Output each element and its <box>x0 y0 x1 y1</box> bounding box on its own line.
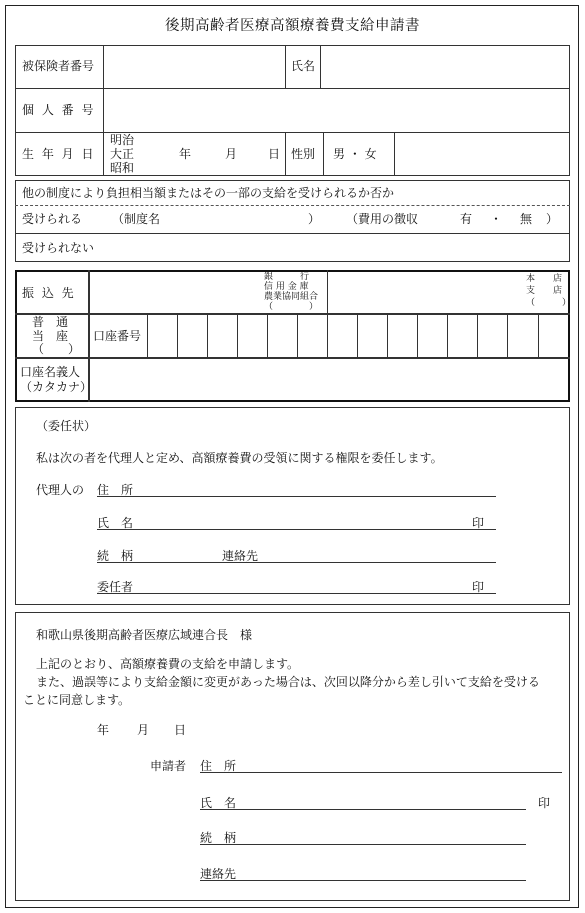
applicant-contact-label: 連絡先 <box>200 867 237 881</box>
institution-nokyo[interactable]: 農業協同組合 <box>264 292 319 302</box>
system-name-close: ） <box>308 212 321 226</box>
account-holder-label: 口座名義人 <box>20 365 81 379</box>
system-name-open: （制度名 <box>112 212 161 226</box>
branch-name-field[interactable] <box>329 272 519 312</box>
birth-month-label: 月 <box>225 147 238 161</box>
date-year-label: 年 <box>97 723 110 737</box>
bank-name-field[interactable] <box>90 272 260 312</box>
applicant-relation-label: 続 柄 <box>200 831 237 845</box>
fee-open: （費用の徴収 <box>346 212 419 226</box>
agent-relation-line[interactable] <box>97 562 496 563</box>
form-title: 後期高齢者医療高額療養費支給申請書 <box>165 18 420 34</box>
transfer-label: 振 込 先 <box>22 286 76 300</box>
agent-address-line[interactable] <box>97 496 496 497</box>
birth-year-label: 年 <box>179 147 192 161</box>
account-type-current[interactable]: 当 座 <box>32 329 69 343</box>
personal-number-field[interactable] <box>104 89 569 131</box>
account-type-ordinary[interactable]: 普 通 <box>32 315 69 329</box>
institution-other[interactable]: （ ） <box>264 302 319 312</box>
applicant-label: 申請者 <box>150 759 187 773</box>
recipient: 和歌山県後期高齢者医療広域連合長 様 <box>36 628 253 642</box>
era-meiji[interactable]: 明治 <box>110 133 135 147</box>
proxy-section <box>15 407 570 605</box>
birth-day-label: 日 <box>268 147 281 161</box>
name-label: 氏名 <box>291 59 316 73</box>
birthdate-label: 生 年 月 日 <box>22 147 96 161</box>
application-section <box>15 612 570 901</box>
applicant-address-label: 住 所 <box>200 759 237 773</box>
personal-number-label: 個 人 番 号 <box>22 103 96 117</box>
institution-bank[interactable]: 銀 行 <box>264 272 310 282</box>
branch-main[interactable]: 本 店 <box>526 274 563 284</box>
applicant-seal: 印 <box>538 796 551 810</box>
proxy-statement: 私は次の者を代理人と定め、高額療養費の受領に関する権限を委任します。 <box>36 451 443 465</box>
applicant-name-label: 氏 名 <box>200 796 237 810</box>
account-holder-field[interactable] <box>90 359 568 400</box>
agent-address-label: 住 所 <box>97 483 134 497</box>
application-statement-2: また、過誤等により支給金額に変更があった場合は、次回以降分から差し引いて支給を受ける <box>36 675 540 689</box>
agent-name-line[interactable] <box>97 529 496 530</box>
fee-no-option[interactable]: 無 <box>520 212 533 226</box>
fee-dot: ・ <box>490 212 503 226</box>
institution-shinkin[interactable]: 信 用 金 庫 <box>264 282 309 292</box>
agent-contact-label: 連絡先 <box>222 549 259 563</box>
application-statement-1: 上記のとおり、高額療養費の支給を申請します。 <box>36 657 300 671</box>
account-holder-kana: （カタカナ） <box>20 380 93 394</box>
delegator-seal: 印 <box>472 580 485 594</box>
agent-label: 代理人の <box>36 483 85 497</box>
branch-other[interactable]: （ ） <box>526 298 572 308</box>
insured-number-label: 被保険者番号 <box>22 59 95 73</box>
era-showa[interactable]: 昭和 <box>110 161 135 175</box>
branch-sub[interactable]: 支 店 <box>526 286 563 296</box>
agent-seal: 印 <box>472 516 485 530</box>
fee-close: ） <box>546 212 559 226</box>
cannot-receive-option[interactable]: 受けられない <box>22 241 95 255</box>
other-system-question: 他の制度により負担相当額またはその一部の支給を受けられるか否か <box>22 186 395 200</box>
applicant-name-line[interactable] <box>200 809 526 810</box>
proxy-heading: （委任状） <box>36 419 97 433</box>
date-month-label: 月 <box>137 723 150 737</box>
account-type-other[interactable]: （ ） <box>32 342 81 356</box>
delegator-label: 委任者 <box>97 580 134 594</box>
insured-number-field[interactable] <box>104 46 284 87</box>
name-field[interactable] <box>321 46 569 87</box>
applicant-relation-line[interactable] <box>200 844 526 845</box>
date-day-label: 日 <box>174 723 187 737</box>
account-number-label: 口座番号 <box>93 329 142 343</box>
account-number-field[interactable] <box>148 315 568 356</box>
fee-yes-option[interactable]: 有 <box>460 212 473 226</box>
agent-name-label: 氏 名 <box>97 516 134 530</box>
application-statement-3: ことに同意します。 <box>23 693 131 707</box>
applicant-contact-line[interactable] <box>200 880 526 881</box>
delegator-line[interactable] <box>97 593 496 594</box>
can-receive-option[interactable]: 受けられる <box>22 212 83 226</box>
agent-relation-label: 続 柄 <box>97 549 134 563</box>
era-taisho[interactable]: 大正 <box>110 147 135 161</box>
applicant-address-line[interactable] <box>200 772 562 773</box>
sex-options[interactable]: 男 ・ 女 <box>333 147 377 161</box>
sex-label: 性別 <box>291 147 316 161</box>
